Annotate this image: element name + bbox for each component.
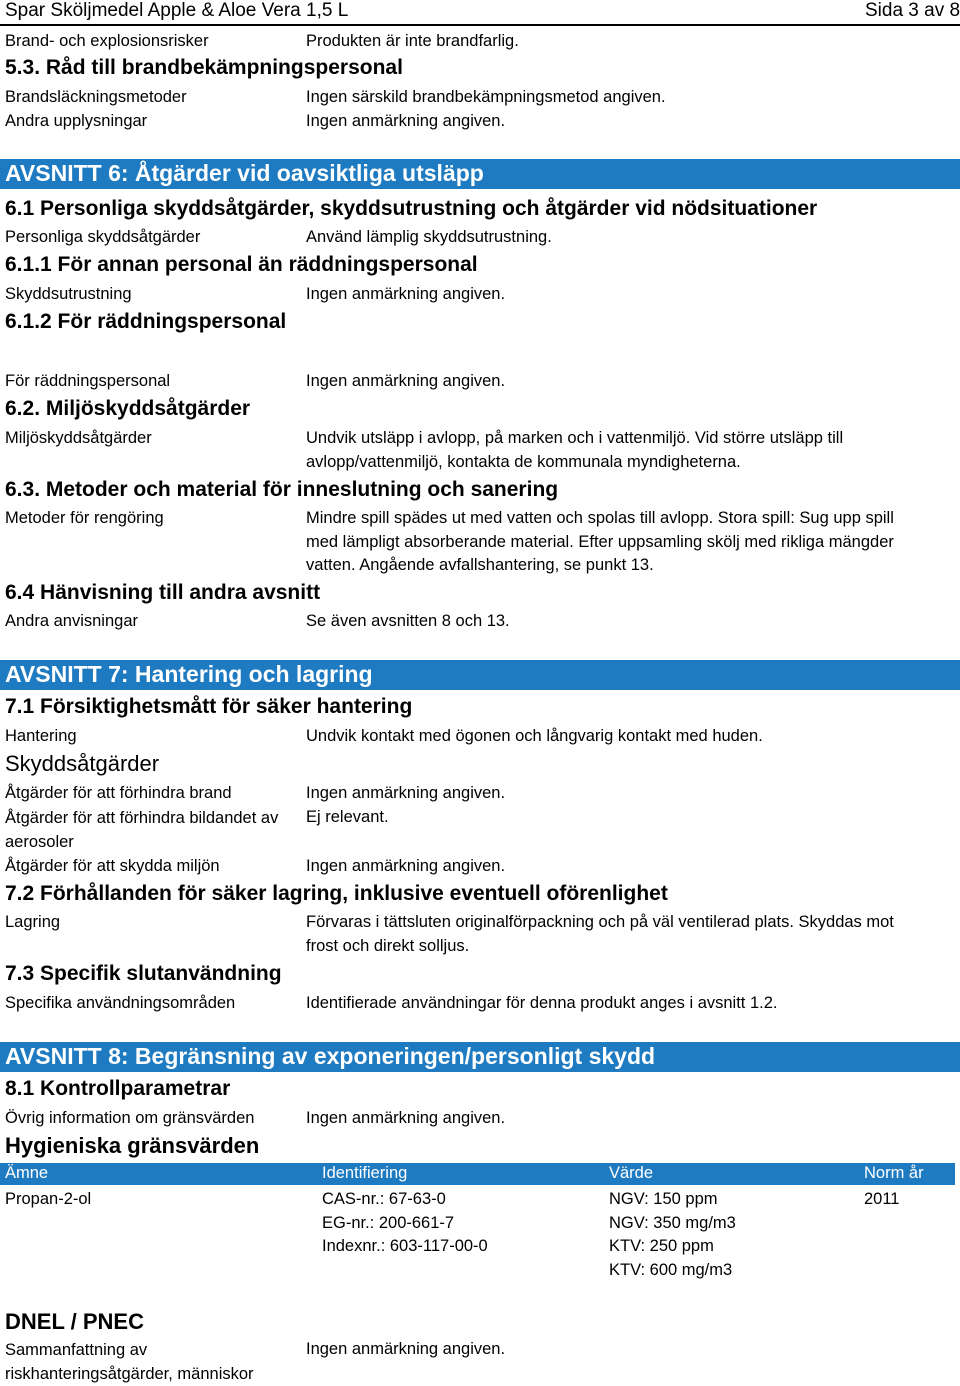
risk-management-value: Ingen anmärkning angiven. <box>306 1340 506 1358</box>
rescue-personnel-value: Ingen anmärkning angiven. <box>306 372 506 390</box>
limit-values-info-label: Övrig information om gränsvärden <box>5 1109 255 1127</box>
environmental-precautions-value: Undvik utsläpp i avlopp, på marken och i vattenmiljö. Vid större utsläpp till avlopp/vattenmiljö, kontakta de kommunala myndigheterna. <box>306 429 844 471</box>
section-7-banner <box>0 660 960 690</box>
heading-6-2: 6.2. Miljöskyddsåtgärder <box>5 397 251 420</box>
specific-uses-label: Specifika användningsområden <box>5 994 236 1012</box>
other-info-value: Ingen anmärkning angiven. <box>306 112 506 130</box>
heading-5-3: 5.3. Råd till brandbekämpningspersonal <box>5 56 403 79</box>
col-value: Värde <box>609 1164 654 1182</box>
aerosol-prevention-value: Ej relevant. <box>306 808 389 826</box>
section-8-banner <box>0 1042 960 1072</box>
environment-protection-label: Åtgärder för att skydda miljön <box>5 857 220 875</box>
col-substance: Ämne <box>5 1164 49 1182</box>
value-ngv-mg: NGV: 350 mg/m3 <box>609 1213 736 1232</box>
protective-equipment-value: Ingen anmärkning angiven. <box>306 285 506 303</box>
personal-protection-value: Använd lämplig skyddsutrustning. <box>306 228 552 246</box>
other-references-value: Se även avsnitten 8 och 13. <box>306 612 510 630</box>
handling-value: Undvik kontakt med ögonen och långvarig kontakt med huden. <box>306 727 763 745</box>
document-title: Spar Sköljmedel Apple & Aloe Vera 1,5 L <box>5 0 349 21</box>
specific-uses-value: Identifierade användningar för denna produkt anges i avsnitt 1.2. <box>306 994 778 1012</box>
extinguishing-methods-value: Ingen särskild brandbekämpningsmetod angiven. <box>306 88 666 106</box>
heading-6-1-1: 6.1.1 För annan personal än räddningspersonal <box>5 253 478 276</box>
page-number: Sida 3 av 8 <box>865 0 960 21</box>
dnel-pnec-heading: DNEL / PNEC <box>5 1309 144 1334</box>
col-identification: Identifiering <box>322 1164 408 1182</box>
environment-protection-value: Ingen anmärkning angiven. <box>306 857 506 875</box>
heading-6-1-2: 6.1.2 För räddningspersonal <box>5 310 287 333</box>
protective-measures-heading: Skyddsåtgärder <box>5 751 160 776</box>
col-norm-year: Norm år <box>864 1164 924 1182</box>
value-ktv-ppm: KTV: 250 ppm <box>609 1237 714 1255</box>
heading-7-2: 7.2 Förhållanden för säker lagring, inklusive eventuell oförenlighet <box>5 882 668 905</box>
heading-7-3: 7.3 Specifik slutanvändning <box>5 962 282 985</box>
table-cell-norm-year: 2011 <box>864 1190 900 1208</box>
other-references-label: Andra anvisningar <box>5 612 138 630</box>
cleaning-methods-value: Mindre spill spädes ut med vatten och spolas till avlopp. Stora spill: Sug upp spill med lämpligt absorberande material. Efter uppsamling skölj med rikliga mängder vatten. Angående avfallshantering, se punkt 13. <box>306 509 894 574</box>
fire-risk-label: Brand- och explosionsrisker <box>5 32 209 50</box>
aerosol-prevention-label: Åtgärder för att förhindra bildandet av aerosoler <box>5 809 279 851</box>
limit-values-info-value: Ingen anmärkning angiven. <box>306 1109 506 1127</box>
heading-7-1: 7.1 Försiktighetsmått för säker hantering <box>5 695 413 718</box>
table-cell-identification <box>322 1188 488 1259</box>
value-ngv-ppm: NGV: 150 ppm <box>609 1190 718 1208</box>
protective-equipment-label: Skyddsutrustning <box>5 285 132 303</box>
header-rule <box>0 24 960 26</box>
section-7-title: AVSNITT 7: Hantering och lagring <box>5 661 373 687</box>
value-ktv-mg: KTV: 600 mg/m3 <box>609 1260 733 1279</box>
cleaning-methods-label: Metoder för rengöring <box>5 509 164 527</box>
section-8-title: AVSNITT 8: Begränsning av exponeringen/personligt skydd <box>5 1043 656 1069</box>
section-6-title: AVSNITT 6: Åtgärder vid oavsiktliga utsläpp <box>5 160 484 186</box>
risk-management-label: Sammanfattning av riskhanteringsåtgärder, människor <box>5 1341 254 1383</box>
section-6-banner <box>0 159 960 189</box>
table-cell-substance: Propan-2-ol <box>5 1190 92 1208</box>
id-index: Indexnr.: 603-117-00-0 <box>322 1237 488 1255</box>
fire-prevention-value: Ingen anmärkning angiven. <box>306 784 506 802</box>
fire-risk-value: Produkten är inte brandfarlig. <box>306 32 519 50</box>
extinguishing-methods-label: Brandsläckningsmetoder <box>5 88 187 106</box>
heading-6-3: 6.3. Metoder och material för inneslutning och sanering <box>5 478 559 501</box>
hygiene-limits-heading: Hygieniska gränsvärden <box>5 1133 260 1158</box>
id-eg: EG-nr.: 200-661-7 <box>322 1213 455 1232</box>
rescue-personnel-label: För räddningspersonal <box>5 372 171 390</box>
personal-protection-label: Personliga skyddsåtgärder <box>5 228 201 246</box>
handling-label: Hantering <box>5 727 77 745</box>
storage-label: Lagring <box>5 913 61 931</box>
heading-6-4: 6.4 Hänvisning till andra avsnitt <box>5 581 321 604</box>
storage-value: Förvaras i tättsluten originalförpackning och på väl ventilerad plats. Skyddas mot frost och direkt solljus. <box>306 913 894 955</box>
fire-prevention-label: Åtgärder för att förhindra brand <box>5 784 232 802</box>
other-info-label: Andra upplysningar <box>5 112 148 130</box>
environmental-precautions-label: Miljöskyddsåtgärder <box>5 429 152 447</box>
heading-6-1: 6.1 Personliga skyddsåtgärder, skyddsutrustning och åtgärder vid nödsituationer <box>5 197 818 220</box>
limits-table-header <box>0 1163 955 1185</box>
table-cell-values <box>609 1188 736 1282</box>
heading-8-1: 8.1 Kontrollparametrar <box>5 1077 231 1100</box>
id-cas: CAS-nr.: 67-63-0 <box>322 1190 446 1208</box>
